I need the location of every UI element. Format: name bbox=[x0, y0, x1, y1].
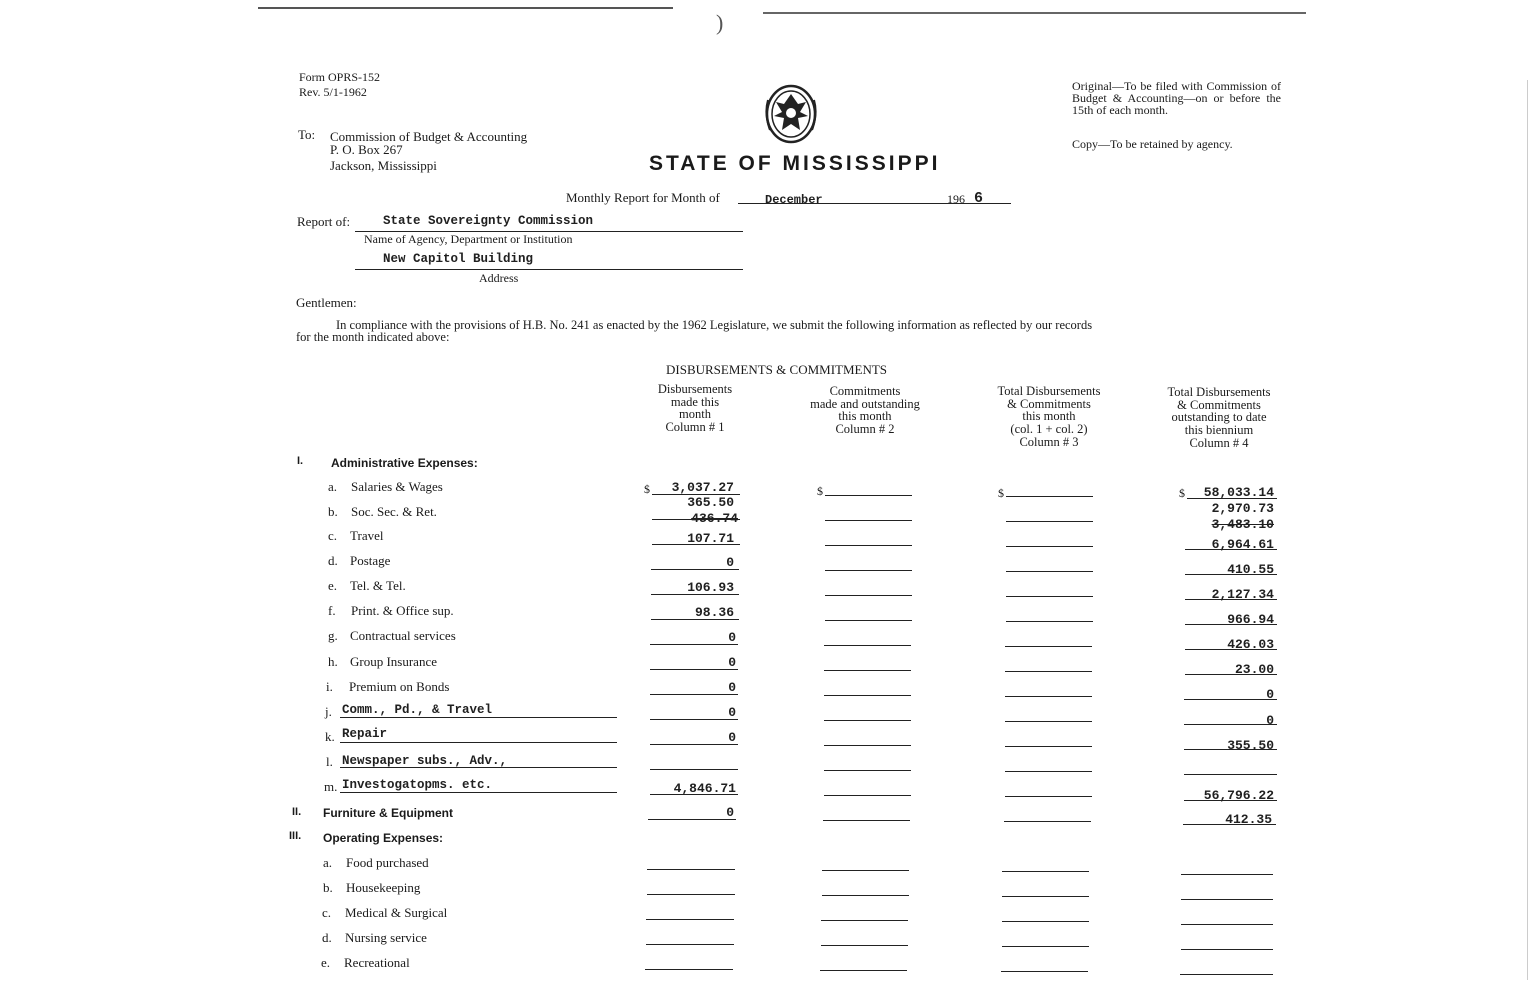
row-a-col1-value: 3,037.27 bbox=[671, 480, 734, 495]
row-g-col1-value: 0 bbox=[728, 630, 736, 645]
op-row-d-col2-line bbox=[821, 945, 908, 946]
row-j-col3-line bbox=[1005, 721, 1092, 722]
row-i-col2-line bbox=[824, 695, 911, 696]
row-b-col4-value: 2,970.73 bbox=[1211, 501, 1274, 516]
report-of-label: Report of: bbox=[297, 214, 351, 229]
row-b-label: Soc. Sec. & Ret. bbox=[351, 504, 437, 519]
row-k-label: Repair bbox=[342, 727, 388, 741]
section-3-label: Operating Expenses: bbox=[323, 831, 444, 845]
op-row-c-col2-line bbox=[821, 920, 908, 921]
op-row-b-col1-line bbox=[647, 894, 735, 895]
row-m-letter: m. bbox=[324, 779, 338, 794]
op-row-a-col3-line bbox=[1002, 871, 1089, 872]
row-h-col3-line bbox=[1005, 671, 1092, 672]
op-row-c-letter: c. bbox=[322, 905, 332, 920]
op-row-c-col4-line bbox=[1181, 924, 1273, 925]
row-f-letter: f. bbox=[328, 603, 336, 618]
row-i-letter: i. bbox=[326, 679, 333, 694]
row-a-col4-value: 58,033.14 bbox=[1203, 485, 1274, 500]
dollar-sign-col2: $ bbox=[817, 484, 823, 498]
row-c-col3-line bbox=[1006, 546, 1093, 547]
row-l-col3-line bbox=[1005, 771, 1092, 772]
row-e-label: Tel. & Tel. bbox=[350, 578, 406, 593]
row-f-col2-line bbox=[825, 620, 912, 621]
row-l-col1-line bbox=[650, 769, 738, 770]
op-row-c-label: Medical & Surgical bbox=[345, 905, 448, 920]
dollar-sign-col4: $ bbox=[1179, 486, 1185, 500]
compliance-line-1: In compliance with the provisions of H.B. No. 241 as enacted by the 1962 Legislature, we submit the following information as reflected by our records bbox=[336, 319, 1093, 332]
column-3-header: Total Disbursements & Commitments this month (col. 1 + col. 2) Column # 3 bbox=[997, 384, 1101, 449]
row-g-letter: g. bbox=[328, 628, 338, 643]
op-row-e-col4-line bbox=[1180, 974, 1273, 975]
row-g-label: Contractual services bbox=[350, 628, 456, 643]
report-month-label: Monthly Report for Month of bbox=[566, 190, 720, 205]
section-2-number: II. bbox=[292, 806, 302, 818]
compliance-line-2: for the month indicated above: bbox=[296, 330, 450, 344]
agency-name: State Sovereignty Commission bbox=[383, 214, 594, 228]
row-m-col3-line bbox=[1005, 796, 1092, 797]
op-row-b-col4-line bbox=[1181, 899, 1273, 900]
op-row-e-label: Recreational bbox=[344, 955, 410, 970]
address-caption: Address bbox=[479, 271, 519, 285]
op-row-d-label: Nursing service bbox=[345, 930, 427, 945]
scan-edge-right bbox=[763, 12, 1306, 14]
row-g-col2-line bbox=[824, 645, 911, 646]
row-b-col3-line bbox=[1006, 521, 1093, 522]
column-4-header: Total Disbursements & Commitments outstanding to date this biennium Column # 4 bbox=[1167, 385, 1271, 450]
row-b-col2-line bbox=[825, 520, 912, 521]
op-row-a-col2-line bbox=[822, 870, 909, 871]
section-2-col2-line bbox=[823, 820, 910, 821]
original-notice: Original—To be filed with Commission of Budget & Accounting—on or before the 15th of each month. bbox=[1072, 79, 1281, 118]
row-j-col1-value: 0 bbox=[728, 705, 736, 720]
row-g-col3-line bbox=[1005, 646, 1092, 647]
section-2-col3-line bbox=[1004, 821, 1091, 822]
row-f-col1-value: 98.36 bbox=[694, 605, 734, 620]
row-j-label-line bbox=[340, 717, 617, 718]
to-label: To: bbox=[298, 127, 316, 142]
row-c-col1-value: 107.71 bbox=[687, 531, 734, 546]
row-h-label: Group Insurance bbox=[350, 654, 437, 669]
op-row-b-col2-line bbox=[822, 895, 909, 896]
op-row-a-col4-line bbox=[1181, 874, 1273, 875]
row-h-letter: h. bbox=[328, 654, 338, 669]
row-f-col4-value: 966.94 bbox=[1227, 612, 1274, 627]
row-m-col2-line bbox=[824, 795, 911, 796]
dollar-sign-col1: $ bbox=[644, 482, 650, 496]
row-a-letter: a. bbox=[328, 479, 338, 494]
row-k-col1-value: 0 bbox=[728, 730, 736, 745]
row-c-col2-line bbox=[825, 545, 912, 546]
section-1-number: I. bbox=[297, 455, 304, 467]
to-line-2: P. O. Box 267 bbox=[330, 142, 403, 157]
op-row-e-letter: e. bbox=[321, 955, 331, 970]
row-l-label: Newspaper subs., Adv., bbox=[342, 754, 508, 768]
row-b-col1-line bbox=[652, 519, 740, 520]
op-row-d-col1-line bbox=[646, 944, 734, 945]
row-l-col2-line bbox=[824, 770, 911, 771]
row-c-letter: c. bbox=[328, 528, 338, 543]
row-f-label: Print. & Office sup. bbox=[351, 603, 454, 618]
op-row-c-col1-line bbox=[646, 919, 734, 920]
row-e-col3-line bbox=[1006, 596, 1093, 597]
row-e-letter: e. bbox=[328, 578, 338, 593]
dollar-sign-col3: $ bbox=[998, 486, 1004, 500]
to-line-3: Jackson, Mississippi bbox=[330, 158, 437, 173]
op-row-a-col1-line bbox=[647, 869, 735, 870]
row-d-col4-value: 410.55 bbox=[1227, 562, 1274, 577]
row-i-col1-value: 0 bbox=[728, 680, 736, 695]
op-row-b-letter: b. bbox=[323, 880, 333, 895]
scan-mark: ) bbox=[716, 10, 724, 35]
row-j-col4-value: 0 bbox=[1266, 713, 1274, 728]
table-heading: DISBURSEMENTS & COMMITMENTS bbox=[666, 362, 888, 377]
row-j-letter: j. bbox=[325, 704, 332, 719]
op-row-e-col1-line bbox=[645, 969, 733, 970]
row-m-col4-value: 56,796.22 bbox=[1203, 788, 1274, 803]
row-g-col4-value: 426.03 bbox=[1227, 637, 1274, 652]
op-row-b-col3-line bbox=[1002, 896, 1089, 897]
op-row-d-col3-line bbox=[1002, 946, 1089, 947]
row-k-col2-line bbox=[824, 745, 911, 746]
row-m-label-line bbox=[340, 792, 617, 793]
row-k-label-line bbox=[340, 742, 617, 743]
scan-edge-left bbox=[258, 7, 673, 9]
row-a-label: Salaries & Wages bbox=[351, 479, 443, 494]
row-i-col4-value: 0 bbox=[1266, 687, 1274, 702]
row-h-col1-value: 0 bbox=[728, 655, 736, 670]
row-k-col4-value: 355.50 bbox=[1227, 738, 1274, 753]
to-line-1: Commission of Budget & Accounting bbox=[330, 129, 528, 144]
row-m-label: Investogatopms. etc. bbox=[342, 778, 493, 792]
op-row-e-col3-line bbox=[1001, 971, 1088, 972]
row-c-col4-value: 6,964.61 bbox=[1211, 537, 1274, 552]
row-h-col2-line bbox=[824, 670, 911, 671]
section-2-col1-value: 0 bbox=[726, 805, 734, 820]
row-f-col3-line bbox=[1006, 621, 1093, 622]
row-k-col3-line bbox=[1005, 746, 1092, 747]
row-d-col3-line bbox=[1006, 571, 1093, 572]
row-j-label: Comm., Pd., & Travel bbox=[342, 703, 493, 717]
row-e-col4-value: 2,127.34 bbox=[1211, 587, 1274, 602]
row-e-col2-line bbox=[825, 595, 912, 596]
row-k-letter: k. bbox=[325, 729, 335, 744]
op-row-a-label: Food purchased bbox=[346, 855, 429, 870]
salutation: Gentlemen: bbox=[296, 295, 357, 310]
column-1-header: Disbursements made this month Column # 1 bbox=[657, 382, 733, 435]
op-row-e-col2-line bbox=[820, 970, 907, 971]
row-d-col1-value: 0 bbox=[726, 555, 734, 570]
row-m-col1-value: 4,846.71 bbox=[673, 781, 736, 796]
row-j-col2-line bbox=[824, 720, 911, 721]
row-c-label: Travel bbox=[350, 528, 384, 543]
op-row-b-label: Housekeeping bbox=[346, 880, 421, 895]
report-year-digit: 6 bbox=[974, 190, 984, 207]
row-d-label: Postage bbox=[350, 553, 391, 568]
copy-notice: Copy—To be retained by agency. bbox=[1072, 137, 1233, 151]
row-l-col4-line bbox=[1184, 774, 1277, 775]
row-a-col2-line bbox=[825, 495, 912, 496]
form-revision: Rev. 5/1-1962 bbox=[299, 85, 367, 99]
row-i-col3-line bbox=[1005, 696, 1092, 697]
row-d-letter: d. bbox=[328, 553, 338, 568]
op-row-c-col3-line bbox=[1002, 921, 1089, 922]
address-line bbox=[355, 269, 743, 270]
row-b-letter: b. bbox=[328, 504, 338, 519]
row-h-col4-value: 23.00 bbox=[1234, 662, 1274, 677]
row-b-col4-struck: 3,483.10 bbox=[1211, 517, 1274, 532]
op-row-a-letter: a. bbox=[323, 855, 333, 870]
row-d-col2-line bbox=[825, 570, 912, 571]
section-2-col4-value: 412.35 bbox=[1225, 812, 1272, 827]
op-row-d-col4-line bbox=[1181, 949, 1273, 950]
op-row-d-letter: d. bbox=[322, 930, 332, 945]
form-number: Form OPRS-152 bbox=[299, 70, 381, 84]
row-e-col1-value: 106.93 bbox=[687, 580, 734, 595]
agency-address: New Capitol Building bbox=[383, 252, 534, 266]
row-a-col3-line bbox=[1006, 496, 1093, 497]
row-b-col1-struck: 436.74 bbox=[691, 511, 738, 526]
agency-caption: Name of Agency, Department or Institution bbox=[364, 232, 573, 246]
section-1-label: Administrative Expenses: bbox=[331, 456, 478, 470]
state-seal bbox=[760, 80, 822, 146]
report-month-value: December bbox=[765, 193, 823, 207]
section-3-number: III. bbox=[289, 830, 302, 842]
report-year-prefix: 196 bbox=[947, 192, 965, 206]
row-l-letter: l. bbox=[326, 754, 333, 769]
row-i-label: Premium on Bonds bbox=[349, 679, 450, 694]
page-title: STATE OF MISSISSIPPI bbox=[649, 152, 941, 175]
scan-edge-right-vertical bbox=[1527, 80, 1528, 980]
row-b-col1-value: 365.50 bbox=[687, 495, 734, 510]
section-2-label: Furniture & Equipment bbox=[323, 806, 453, 820]
column-2-header: Commitments made and outstanding this month Column # 2 bbox=[810, 384, 920, 437]
